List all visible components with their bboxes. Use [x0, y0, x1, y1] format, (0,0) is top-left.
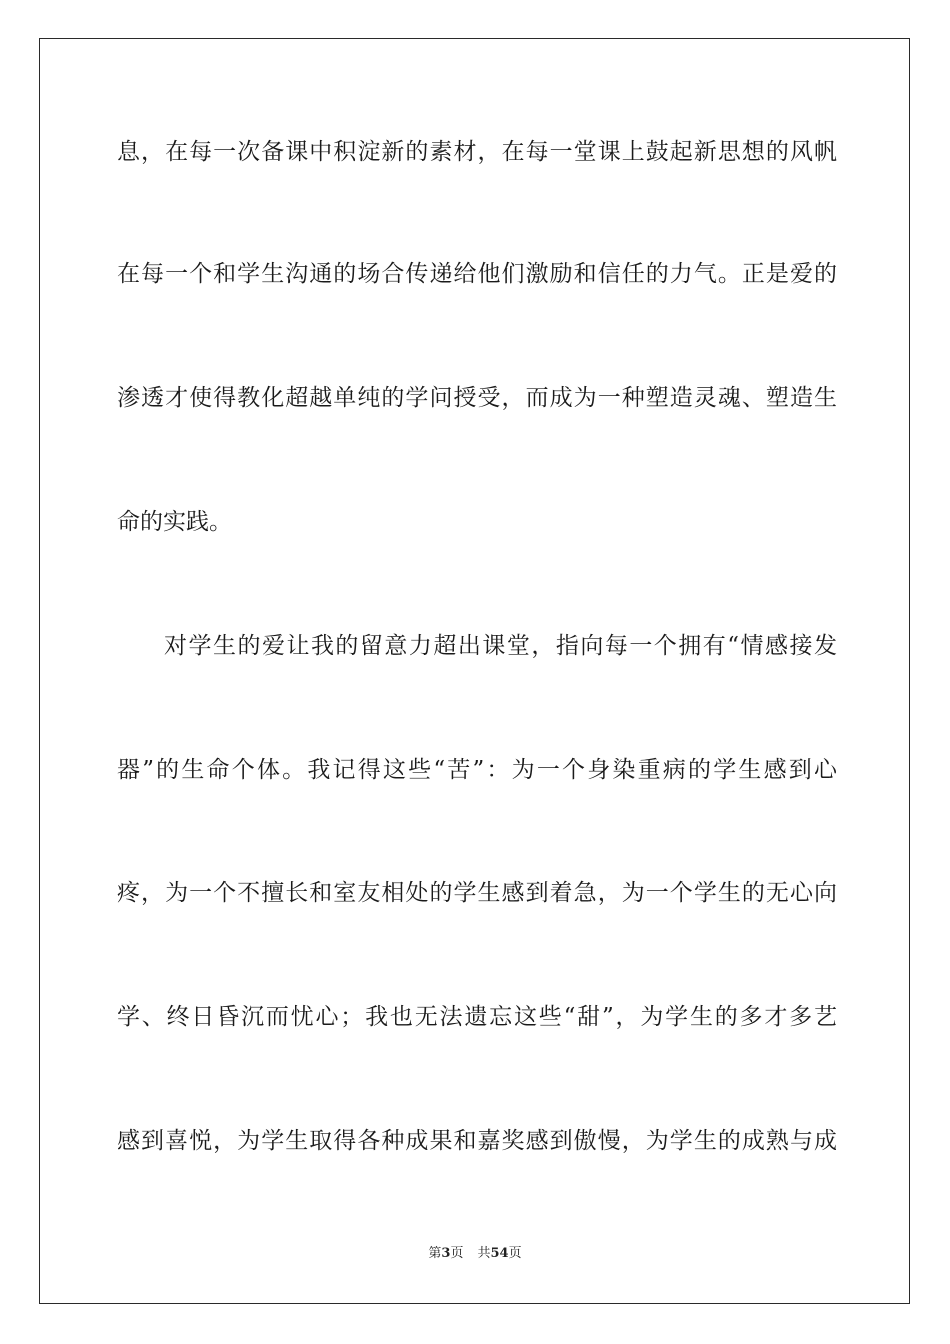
page-border [39, 38, 910, 1304]
total-pages: 54 [490, 1246, 509, 1261]
page-footer [0, 1245, 950, 1263]
body-line-4: 命的实践。 [117, 509, 232, 535]
body-line-5: 对学生的爱让我的留意力超出课堂，指向每一个拥有“情感接发 [164, 633, 837, 659]
body-line-2: 在每一个和学生沟通的场合传递给他们激励和信任的力气。正是爱的 [117, 261, 837, 287]
body-line-1: 息，在每一次备课中积淀新的素材，在每一堂课上鼓起新思想的风帆 [117, 139, 837, 165]
body-line-9: 感到喜悦，为学生取得各种成果和嘉奖感到傲慢，为学生的成熟与成 [117, 1128, 837, 1154]
page-suffix: 页 [450, 1246, 464, 1261]
body-line-8: 学、终日昏沉而忧心；我也无法遗忘这些“甜”，为学生的多才多艺 [117, 1004, 837, 1030]
body-line-3: 渗透才使得教化超越单纯的学问授受，而成为一种塑造灵魂、塑造生 [117, 385, 837, 411]
page-number: 3 [441, 1246, 451, 1261]
total-suffix: 页 [508, 1246, 522, 1261]
page-prefix: 第 [428, 1246, 442, 1261]
total-prefix: 共 [477, 1246, 491, 1261]
body-line-7: 疼，为一个不擅长和室友相处的学生感到着急，为一个学生的无心向 [117, 880, 837, 906]
body-line-6: 器”的生命个体。我记得这些“苦”：为一个身染重病的学生感到心 [117, 757, 837, 783]
